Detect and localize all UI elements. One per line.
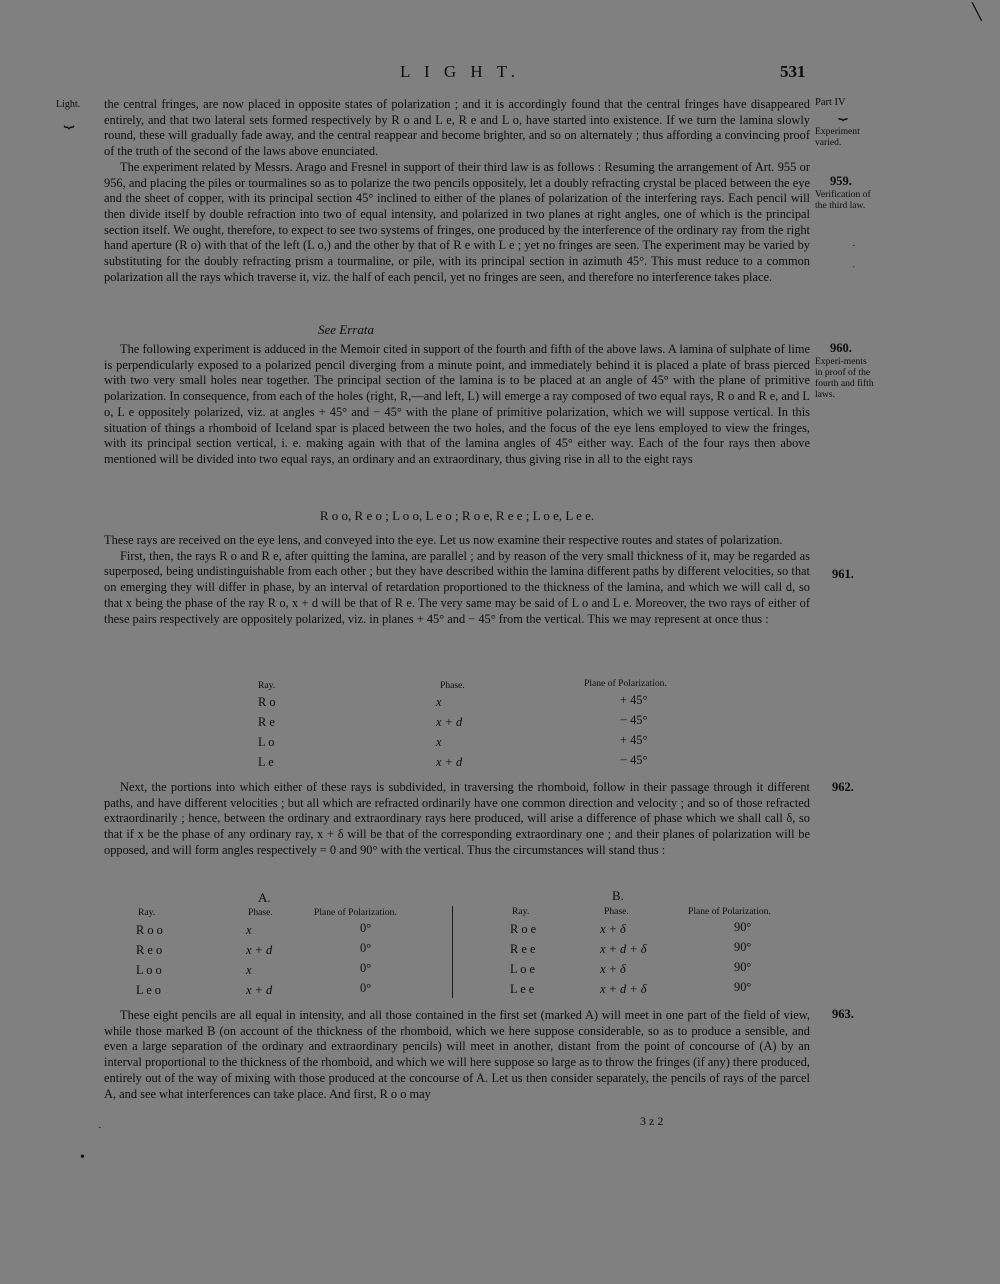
table-cell: 0° <box>360 961 372 975</box>
table-cell: 90° <box>734 920 752 934</box>
table-cell: x + d <box>436 755 463 769</box>
marginal-note-experiments-fourth-fifth: Experi-ments in proof of the fourth and fifth laws. <box>815 356 874 400</box>
paragraph-962: Next, the portions into which either of these rays is subdivided, in traversing the rhomboid, follow in their passage through it different paths, and have different velocities ; but all which are refracted ordinarily have one common direction and velocity ; and so of those refracted extraordinarily ; hence, between the ordinary and extraordinary rays here produced, will arise a difference of phase which we shall call δ, so that if x be the phase of any ordinary ray, x + δ will be that of the corresponding extraordinary one ; and their planes of polarization will be opposed, and will form angles respectively = 0 and 90° with the vertical. Thus the circumstances will stand thus : <box>104 780 810 857</box>
text-block-two <box>104 342 810 468</box>
table2b-header-phase: Phase. <box>604 906 629 917</box>
table-cell: x + δ <box>600 922 626 936</box>
marginal-part: Part IV <box>815 97 846 108</box>
table-cell: R o <box>258 695 276 709</box>
table2a-header-ray: Ray. <box>138 907 156 918</box>
left-margin-brace: ⏟ <box>63 108 75 128</box>
table-cell: x + d <box>246 943 273 957</box>
table2-label-b: B. <box>612 888 624 903</box>
table-cell: L e <box>258 755 274 769</box>
article-number-962: 962. <box>832 780 854 794</box>
table-cell: − 45° <box>620 753 648 767</box>
page-number: 531 <box>780 62 806 81</box>
text-block-one <box>104 97 810 285</box>
table-cell: 90° <box>734 940 752 954</box>
text-block-four <box>104 780 810 859</box>
table-cell: L o o <box>136 963 162 977</box>
article-number-960: 960. <box>830 341 852 355</box>
article-number-961: 961. <box>832 567 854 581</box>
table-cell: x <box>246 963 252 977</box>
table-cell: x <box>246 923 252 937</box>
paragraph-rays-received: These rays are received on the eye lens, and conveyed into the eye. Let us now examine their respective routes and states of polarization. <box>104 533 783 547</box>
article-number-963: 963. <box>832 1007 854 1021</box>
table2b-header-plane: Plane of Polarization. <box>688 906 771 917</box>
table-cell: R e <box>258 715 275 729</box>
table-cell: R e e <box>510 942 536 956</box>
scan-speck: • <box>80 1150 85 1165</box>
table-cell: x <box>436 695 442 709</box>
scan-speck: ˈ <box>852 264 856 276</box>
eight-rays-line: R o o, R e o ; L o o, L e o ; R o e, R e e ; L o e, L e e. <box>319 508 595 523</box>
table-cell: x + d + δ <box>600 982 647 996</box>
table-cell: L e o <box>136 983 161 997</box>
table1-header-plane: Plane of Polarization. <box>584 678 667 689</box>
table-cell: x + d <box>246 983 273 997</box>
table-cell: + 45° <box>620 693 648 707</box>
marginal-note-verification-third-law: Verification of the third law. <box>815 189 871 211</box>
table-cell: L o e <box>510 962 535 976</box>
handwritten-errata-note: See Errata <box>318 322 374 337</box>
table-cell: R o o <box>136 923 163 937</box>
printer-signature: 3 z 2 <box>640 1114 664 1128</box>
table-cell: − 45° <box>620 713 648 727</box>
scan-speck: ╲ <box>972 4 982 21</box>
scan-speck: · <box>98 1122 102 1134</box>
table2-label-a: A. <box>258 890 271 905</box>
scan-speck: · <box>852 240 856 252</box>
table-cell: R e o <box>136 943 163 957</box>
left-margin-label: Light. <box>56 99 81 110</box>
paragraph-959: The experiment related by Messrs. Arago and Fresnel in support of their third law is as follows : Resuming the arrangement of Art. 955 or 956, and placing the piles or tourmalines so as to polarize the two pencils oppositely, let a doubly refracting crystal be placed between the eye and the sheet of copper, with its principal section 45° inclined to either of the planes of polarization of the interfering rays. Each pencil will then divide itself by double refraction into two of equal intensity, and polarized in two planes at right angles, one of which is the principal section itself. We ought, therefore, to expect to see two systems of fringes, one produced by the interference of the ordinary ray from the right hand aperture (R o) with that of the left (L o,) and the other by that of R e with L e ; yet no fringes are seen. The experiment may be varied by substituting for the doubly refracting prism a tourmaline, or pile, with its principal section in azimuth 45°. This must reduce to a common polarization all the rays which traverse it, viz. the half of each pencil, yet no fringes are seen, and therefore no interference takes place. <box>104 159 810 284</box>
table-cell: x + d + δ <box>600 942 647 956</box>
table2b-header-ray: Ray. <box>512 906 530 917</box>
marginal-brace: ⏟ <box>838 103 848 120</box>
table2a-header-phase: Phase. <box>248 907 273 918</box>
paragraph-961: First, then, the rays R o and R e, after quitting the lamina, are parallel ; and by reason of the very small thickness of it, may be regarded as superposed, being undistinguishable from each other ; but they have described within the lamina different paths by different velocities, so that on emerging they will differ in phase, by an interval of retardation proportioned to the thickness of the lamina, and which we will call d, so that x being the phase of the ray R o, x + d will be that of R e. The very same may be said of L o and L e. Moreover, the two rays of either of these pairs respectively are oppositely polarized, viz. in planes + 45° and − 45° from the vertical. This we may represent at once thus : <box>104 548 810 626</box>
table-cell: + 45° <box>620 733 648 747</box>
running-title: L I G H T. <box>399 62 521 81</box>
table-cell: 0° <box>360 941 372 955</box>
table-cell: R o e <box>510 922 537 936</box>
paragraph-continuation: the central fringes, are now placed in opposite states of polarization ; and it is accordingly found that the central fringes have disappeared entirely, and that two lateral sets formed respectively by R o and L e, R e and L o, have started into existence. If we turn the lamina slowly round, these will gradually fade away, and the central reappear and become brighter, and so on alternately ; thus affording a convincing proof of the truth of the second of the laws above enunciated. <box>104 97 810 159</box>
table-cell: L o <box>258 735 275 749</box>
marginal-note-experiment-varied: Experiment varied. <box>815 126 860 148</box>
paragraph-963: These eight pencils are all equal in intensity, and all those contained in the first set (marked A) will meet in one part of the field of view, while those marked B (on account of the thickness of the rhomboid, which we here suppose considerable, so as to produce a sensible, and even a large separation of the ordinary and extraordinary pencils) will meet in another, distant from the point of concourse of (A) by an interval proportional to the thickness of the rhomboid, and which we will here suppose so large as to throw the fringes (if any) there produced, entirely out of the way of mixing with those produced at the concourse of A. Let us then consider separately, the pencils of rays of the parcel A, and see what interferences can take place. And first, R o o may <box>104 1008 810 1101</box>
table-cell: x + δ <box>600 962 626 976</box>
table-cell: 0° <box>360 981 372 995</box>
table1-header-ray: Ray. <box>258 680 276 691</box>
table-cell: 90° <box>734 980 752 994</box>
table-cell: 0° <box>360 921 372 935</box>
table2a-header-plane: Plane of Polarization. <box>314 907 397 918</box>
article-number-959: 959. <box>830 174 852 188</box>
text-block-five <box>104 1008 810 1102</box>
text-block-three <box>104 533 810 627</box>
table2-divider <box>452 906 453 998</box>
table1-header-phase: Phase. <box>440 680 465 691</box>
table-cell: x <box>436 735 442 749</box>
paragraph-960: The following experiment is adduced in the Memoir cited in support of the fourth and fifth of the above laws. A lamina of sulphate of lime is perpendicularly exposed to a polarized pencil diverging from a minute point, and immediately behind it is placed a plate of brass pierced with two very small holes near together. The principal section of the lamina is to be placed at an angle of 45° with the plane of primitive polarization. In consequence, from each of the holes (right, R,—and left, L) will emerge a ray composed of two equal rays, R o and R e, and L o, L e oppositely polarized, viz. at angles + 45° and − 45° with the plane of primitive polarization, which we will suppose vertical. In this situation of things a rhomboid of Iceland spar is placed between the two holes, and the focus of the eye lens employed to view the fringes, with its principal section vertical, i. e. making again with that of the lamina angles of 45° either way. Each of the four rays then above mentioned will be divided into two equal rays, an ordinary and an extraordinary, thus giving rise in all to the eight rays <box>104 342 810 466</box>
table-cell: L e e <box>510 982 535 996</box>
table-cell: 90° <box>734 960 752 974</box>
table-cell: x + d <box>436 715 463 729</box>
